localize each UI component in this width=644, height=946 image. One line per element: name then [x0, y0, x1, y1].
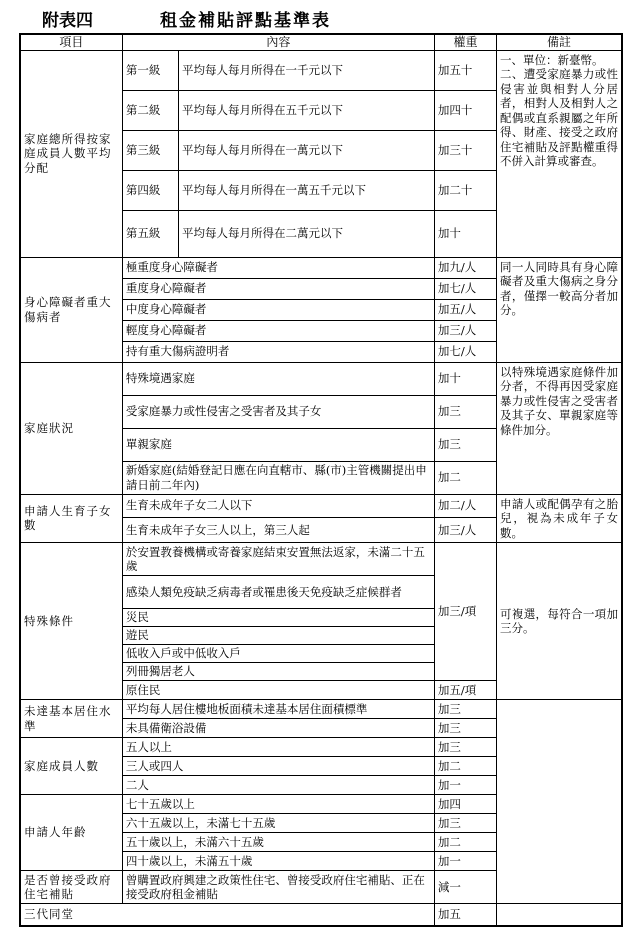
- special-desc: 感染人類免疫缺乏病毒者或罹患後天免疫缺乏症候群者: [122, 576, 434, 609]
- living-desc: 平均每人居住樓地板面積未達基本居住面積標準: [122, 700, 434, 719]
- income-desc: 平均每人每月所得在一千元以下: [179, 50, 435, 90]
- income-weight: 加十: [434, 210, 496, 257]
- header-weight: 權重: [434, 34, 496, 50]
- age-desc: 五十歲以上，未滿六十五歲: [122, 833, 434, 852]
- document-title: [0, 6, 644, 32]
- income-level: 第一級: [122, 50, 178, 90]
- special-desc: 低收入戶或中低收入戶: [122, 645, 434, 663]
- disability-desc: 重度身心障礙者: [122, 278, 434, 299]
- living-item: 未達基本居住水準: [20, 700, 122, 738]
- housing-weight: 減一: [434, 871, 496, 904]
- scoring-table: [19, 33, 623, 927]
- table-row: [20, 494, 622, 517]
- income-desc: 平均每人每月所得在五千元以下: [179, 90, 435, 130]
- disability-weight: 加三/人: [434, 320, 496, 341]
- header-content: 內容: [122, 34, 434, 50]
- income-weight: 加四十: [434, 90, 496, 130]
- age-desc: 四十歲以上，未滿五十歲: [122, 852, 434, 871]
- income-level: 第五級: [122, 210, 178, 257]
- members-weight: 加二: [434, 757, 496, 776]
- age-weight: 加四: [434, 795, 496, 814]
- members-desc: 五人以上: [122, 738, 434, 757]
- children-item: 申請人生育子女數: [20, 494, 122, 543]
- special-desc: 災民: [122, 609, 434, 627]
- disability-weight: 加七/人: [434, 278, 496, 299]
- appendix-label: 附表四: [42, 11, 93, 31]
- special-weight: 加三/項: [434, 543, 496, 681]
- age-weight: 加二: [434, 833, 496, 852]
- family-item: 家庭狀況: [20, 362, 122, 494]
- threegen-item: 三代同堂: [20, 904, 434, 926]
- family-weight: 加二: [434, 461, 496, 494]
- income-weight: 加二十: [434, 170, 496, 210]
- members-weight: 加三: [434, 738, 496, 757]
- children-desc: 生育未成年子女三人以上，第三人起: [122, 517, 434, 542]
- living-weight: 加三: [434, 719, 496, 738]
- income-weight: 加三十: [434, 130, 496, 170]
- age-weight: 加一: [434, 852, 496, 871]
- table-row: [20, 257, 622, 278]
- disability-weight: 加九/人: [434, 257, 496, 278]
- income-note-2: 二、遭受家庭暴力或性侵害並與相對人分居者，相對人及相對人之配偶或直系親屬之年所得、財產、接受之政府住宅補貼及評點權重得不併入計算或審查。: [500, 67, 618, 168]
- income-level: 第四級: [122, 170, 178, 210]
- age-weight: 加三: [434, 814, 496, 833]
- special-desc: 遊民: [122, 627, 434, 645]
- members-desc: 三人或四人: [122, 757, 434, 776]
- family-note: 以特殊境遇家庭條件加分者，不得再因受家庭暴力或性侵害之受害者及其子女、單親家庭等條件加分。: [497, 362, 622, 494]
- members-desc: 二人: [122, 776, 434, 795]
- family-weight: 加十: [434, 362, 496, 395]
- family-desc: 新婚家庭(結婚登記日應在向直轄市、縣(市)主管機關提出申請日前二年內): [122, 461, 434, 494]
- family-desc: 受家庭暴力或性侵害之受害者及其子女: [122, 395, 434, 428]
- children-weight: 加二/人: [434, 494, 496, 517]
- family-desc: 特殊境遇家庭: [122, 362, 434, 395]
- disability-desc: 持有重大傷病證明者: [122, 341, 434, 362]
- disability-weight: 加七/人: [434, 341, 496, 362]
- disability-desc: 中度身心障礙者: [122, 299, 434, 320]
- table-row: [20, 50, 622, 90]
- header-item: 項目: [20, 34, 122, 50]
- disability-desc: 極重度身心障礙者: [122, 257, 434, 278]
- table-row: [20, 543, 622, 576]
- income-weight: 加五十: [434, 50, 496, 90]
- family-weight: 加三: [434, 428, 496, 461]
- members-item: 家庭成員人數: [20, 738, 122, 795]
- disability-weight: 加五/人: [434, 299, 496, 320]
- special-weight: 加五/項: [434, 681, 496, 700]
- threegen-weight: 加五: [434, 904, 496, 926]
- special-desc: 於安置教養機構或寄養家庭結束安置無法返家，未滿二十五歲: [122, 543, 434, 576]
- housing-item: 是否曾接受政府住宅補貼: [20, 871, 122, 904]
- special-item: 特殊條件: [20, 543, 122, 700]
- empty-note: [497, 700, 622, 904]
- income-note: [497, 50, 622, 257]
- income-desc: 平均每人每月所得在二萬元以下: [179, 210, 435, 257]
- age-desc: 六十五歲以上，未滿七十五歲: [122, 814, 434, 833]
- age-desc: 七十五歲以上: [122, 795, 434, 814]
- income-item: 家庭總所得按家庭成員人數平均分配: [20, 50, 122, 257]
- header-row: [20, 34, 622, 50]
- housing-desc: 曾購置政府興建之政策性住宅、曾接受政府住宅補貼、正在接受政府租金補貼: [122, 871, 434, 904]
- table-row: [20, 904, 622, 926]
- table-row: [20, 362, 622, 395]
- family-weight: 加三: [434, 395, 496, 428]
- disability-desc: 輕度身心障礙者: [122, 320, 434, 341]
- special-desc: 原住民: [122, 681, 434, 700]
- income-level: 第三級: [122, 130, 178, 170]
- family-desc: 單親家庭: [122, 428, 434, 461]
- disability-note: 同一人同時具有身心障礙者及重大傷病之身分者，僅擇一較高分者加分。: [497, 257, 622, 362]
- children-note: 申請人或配偶孕有之胎兒，視為未成年子女數。: [497, 494, 622, 543]
- special-desc: 列冊獨居老人: [122, 663, 434, 681]
- table-title: 租金補貼評點基準表: [160, 11, 331, 31]
- children-desc: 生育未成年子女二人以下: [122, 494, 434, 517]
- children-weight: 加三/人: [434, 517, 496, 542]
- living-desc: 未具備衛浴設備: [122, 719, 434, 738]
- header-note: 備註: [497, 34, 622, 50]
- income-note-1: 一、單位：新臺幣。: [500, 52, 604, 67]
- age-item: 申請人年齡: [20, 795, 122, 871]
- disability-item: 身心障礙者重大傷病者: [20, 257, 122, 362]
- living-weight: 加三: [434, 700, 496, 719]
- income-level: 第二級: [122, 90, 178, 130]
- special-note: 可複選，每符合一項加三分。: [497, 543, 622, 700]
- members-weight: 加一: [434, 776, 496, 795]
- table-row: [20, 700, 622, 719]
- income-desc: 平均每人每月所得在一萬元以下: [179, 130, 435, 170]
- income-desc: 平均每人每月所得在一萬五千元以下: [179, 170, 435, 210]
- threegen-note: [497, 904, 622, 926]
